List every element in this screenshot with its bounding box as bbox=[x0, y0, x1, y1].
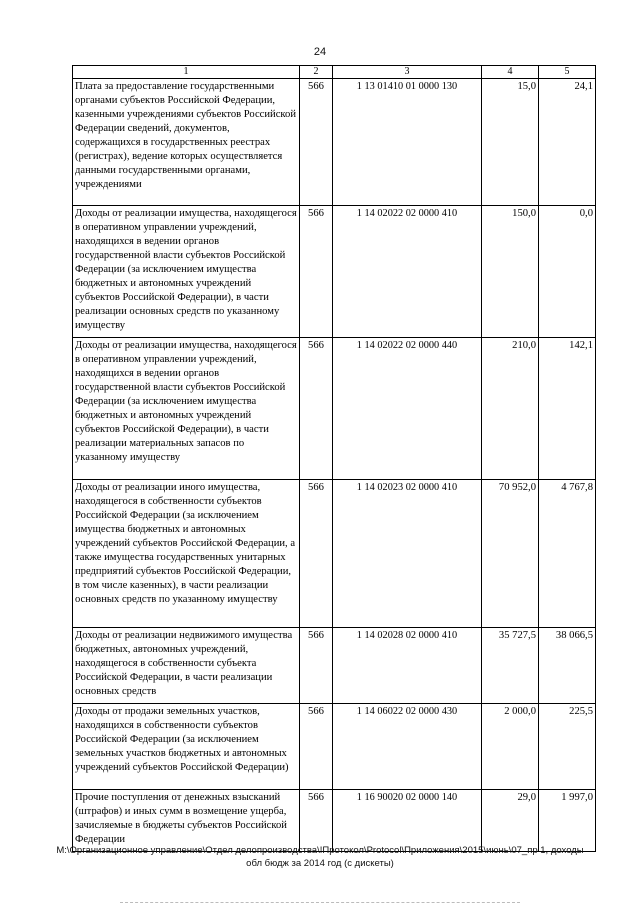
plan-value-cell: 29,0 bbox=[482, 790, 539, 852]
actual-value-cell: 1 997,0 bbox=[539, 790, 596, 852]
table-row bbox=[73, 206, 596, 338]
page-number: 24 bbox=[313, 46, 327, 58]
kbk-code-cell: 1 14 02022 02 0000 440 bbox=[333, 338, 482, 480]
plan-value-cell: 35 727,5 bbox=[482, 628, 539, 704]
revenue-table bbox=[72, 65, 596, 852]
revenue-name-cell: Доходы от реализации имущества, находящегося в оперативном управлении учреждений, находящихся в ведении органов государственной власти субъектов Российской Федерации (за исключением имущества бюджетных и автономных учреждений субъектов Российской Федерации), в части реализации материальных запасов по указанному имуществу bbox=[73, 338, 300, 480]
admin-code-cell: 566 bbox=[300, 628, 333, 704]
actual-value-cell: 38 066,5 bbox=[539, 628, 596, 704]
column-header: 1 bbox=[73, 66, 300, 79]
plan-value-cell: 2 000,0 bbox=[482, 704, 539, 790]
actual-value-cell: 225,5 bbox=[539, 704, 596, 790]
kbk-code-cell: 1 14 02023 02 0000 410 bbox=[333, 480, 482, 628]
file-path-footer bbox=[40, 844, 600, 870]
admin-code-cell: 566 bbox=[300, 790, 333, 852]
table-row bbox=[73, 628, 596, 704]
actual-value-cell: 4 767,8 bbox=[539, 480, 596, 628]
actual-value-cell: 24,1 bbox=[539, 79, 596, 206]
admin-code-cell: 566 bbox=[300, 704, 333, 790]
actual-value-cell: 0,0 bbox=[539, 206, 596, 338]
table-row bbox=[73, 790, 596, 852]
kbk-code-cell: 1 16 90020 02 0000 140 bbox=[333, 790, 482, 852]
admin-code-cell: 566 bbox=[300, 338, 333, 480]
table-row bbox=[73, 480, 596, 628]
revenue-name-cell: Прочие поступления от денежных взысканий (штрафов) и иных сумм в возмещение ущерба, зачисляемые в бюджеты субъектов Российской Федерации bbox=[73, 790, 300, 852]
kbk-code-cell: 1 14 02022 02 0000 410 bbox=[333, 206, 482, 338]
revenue-name-cell: Доходы от реализации иного имущества, находящегося в собственности субъектов Российской Федерации (за исключением имущества бюджетных и автономных учреждений субъектов Российской Федерации, а также имущества государственных унитарных предприятий субъектов Российской Федерации, в том числе казенных), в части реализации основных средств по указанному имуществу bbox=[73, 480, 300, 628]
kbk-code-cell: 1 13 01410 01 0000 130 bbox=[333, 79, 482, 206]
table-header-row bbox=[73, 66, 596, 79]
footer-line-2: обл бюдж за 2014 год (с дискеты) bbox=[246, 858, 394, 869]
admin-code-cell: 566 bbox=[300, 79, 333, 206]
plan-value-cell: 150,0 bbox=[482, 206, 539, 338]
revenue-name-cell: Доходы от реализации имущества, находящегося в оперативном управлении учреждений, находящихся в ведении органов государственной власти субъектов Российской Федерации (за исключением имущества бюджетных и автономных учреждений субъектов Российской Федерации), в части реализации основных средств по указанному имуществу bbox=[73, 206, 300, 338]
admin-code-cell: 566 bbox=[300, 480, 333, 628]
plan-value-cell: 70 952,0 bbox=[482, 480, 539, 628]
kbk-code-cell: 1 14 02028 02 0000 410 bbox=[333, 628, 482, 704]
actual-value-cell: 142,1 bbox=[539, 338, 596, 480]
table-row bbox=[73, 79, 596, 206]
kbk-code-cell: 1 14 06022 02 0000 430 bbox=[333, 704, 482, 790]
table-row bbox=[73, 338, 596, 480]
table-row bbox=[73, 704, 596, 790]
scan-edge-divider bbox=[120, 902, 520, 904]
revenue-name-cell: Доходы от продажи земельных участков, находящихся в собственности субъектов Российской Федерации (за исключением земельных участков бюджетных и автономных учреждений субъектов Российской Федерации) bbox=[73, 704, 300, 790]
column-header: 5 bbox=[539, 66, 596, 79]
plan-value-cell: 210,0 bbox=[482, 338, 539, 480]
column-header: 4 bbox=[482, 66, 539, 79]
revenue-name-cell: Плата за предоставление государственными органами субъектов Российской Федерации, казенными учреждениями субъектов Российской Федерации сведений, документов, содержащихся в государственных реестрах (регистрах), ведение которых осуществляется данными государственными органами, учреждениями bbox=[73, 79, 300, 206]
column-header: 3 bbox=[333, 66, 482, 79]
footer-line-1: M:\Организационное управление\Отдел делопроизводства\!Протокол\Protocol\Приложения\2015\июнь\07_пр 1, доходы bbox=[56, 845, 584, 856]
plan-value-cell: 15,0 bbox=[482, 79, 539, 206]
revenue-name-cell: Доходы от реализации недвижимого имущества бюджетных, автономных учреждений, находящегося в собственности субъекта Российской Федерации, в части реализации основных средств bbox=[73, 628, 300, 704]
admin-code-cell: 566 bbox=[300, 206, 333, 338]
column-header: 2 bbox=[300, 66, 333, 79]
